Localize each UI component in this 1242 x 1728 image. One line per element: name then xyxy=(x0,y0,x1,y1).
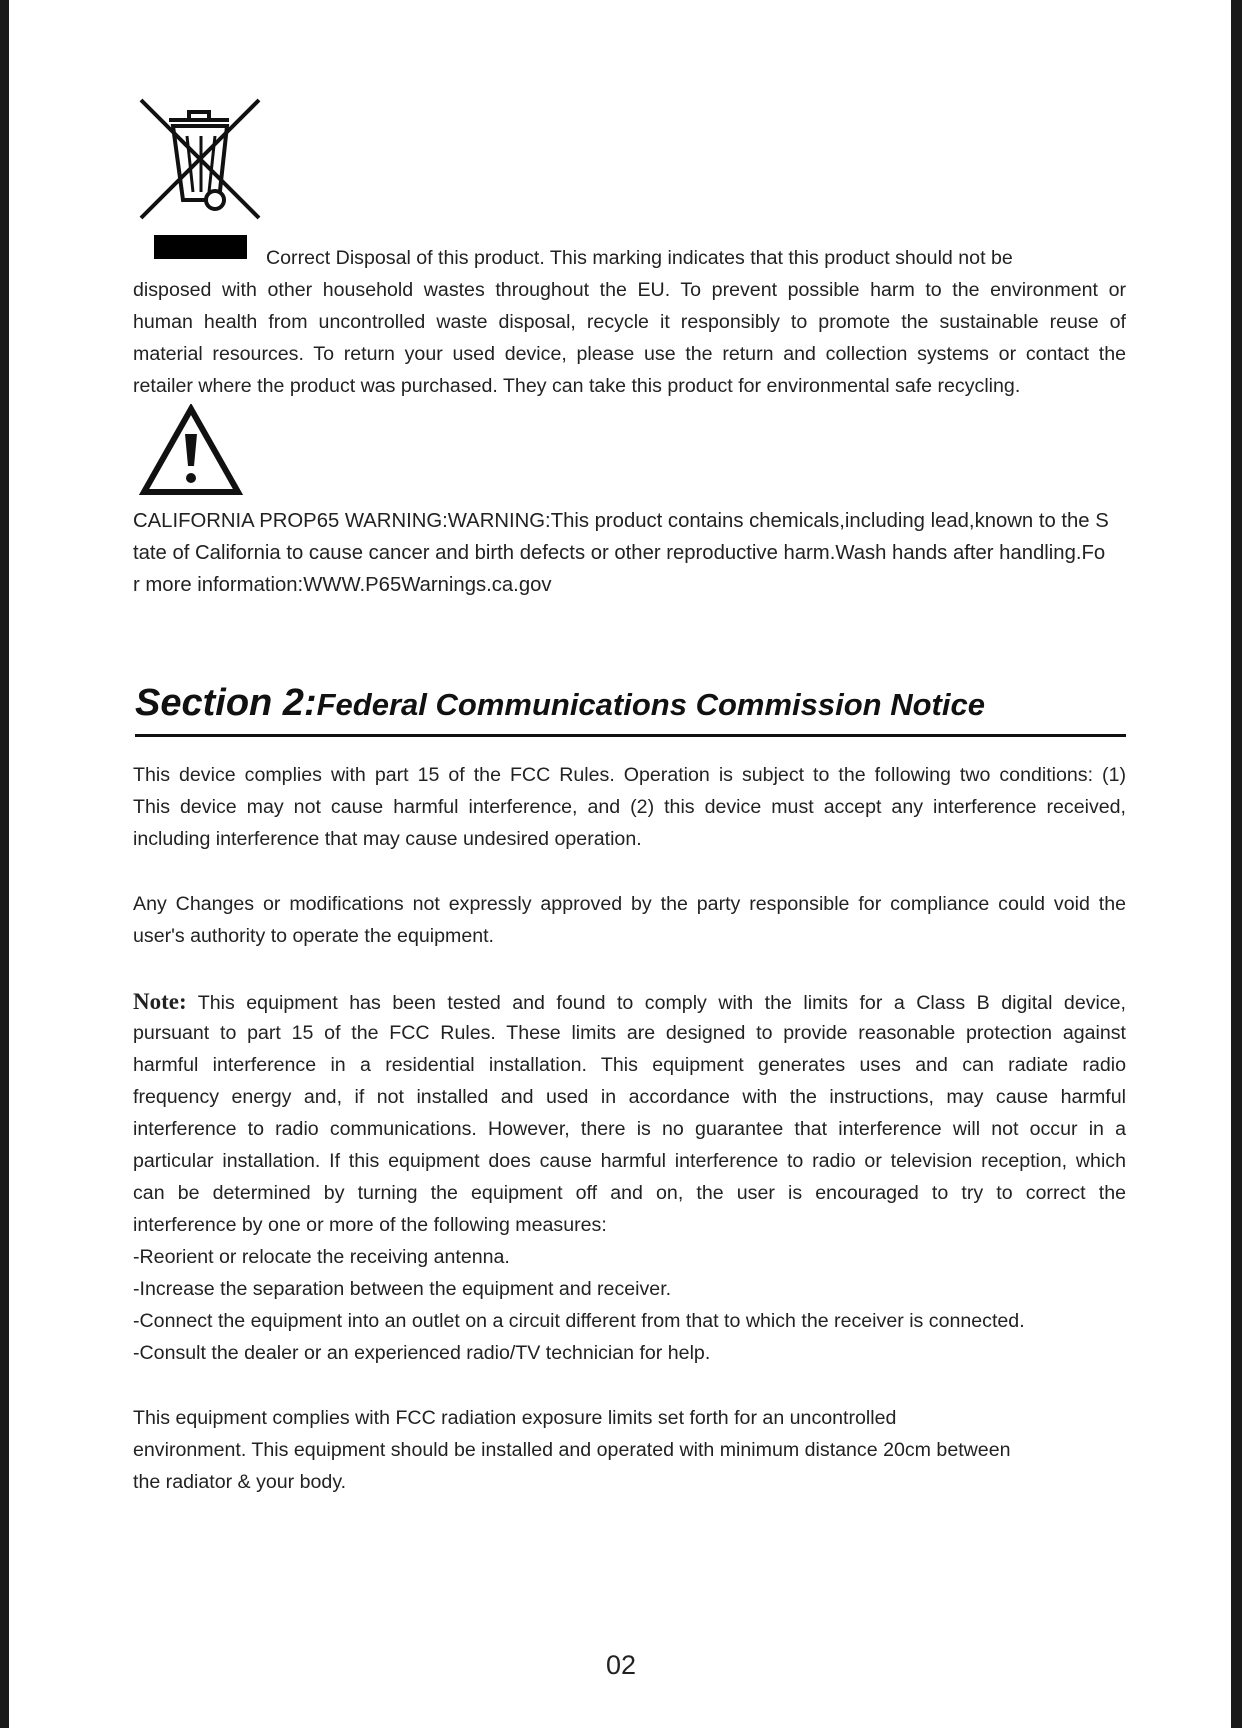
measure-item-4: -Consult the dealer or an experienced radio/TV technician for help. xyxy=(133,1342,711,1364)
note-line-7: can be determined by turning the equipment off and on, the user is encouraged to try to correct the xyxy=(133,1182,1126,1204)
measure-item-3: -Connect the equipment into an outlet on a circuit different from that to which the receiver is connected. xyxy=(133,1310,1025,1332)
section-number: Section 2: xyxy=(135,682,317,724)
note-first-line-text: This equipment has been tested and found to comply with the limits for a Class B digital device, xyxy=(186,992,1126,1014)
measure-item-2: -Increase the separation between the equipment and receiver. xyxy=(133,1278,672,1300)
disposal-line-4: material resources. To return your used device, please use the return and collection systems or contact the xyxy=(133,343,1126,365)
page-number: 02 xyxy=(605,1650,637,1680)
fcc-para4-line-3: the radiator & your body. xyxy=(133,1471,347,1493)
fcc-para2-line-2: user's authority to operate the equipment. xyxy=(133,925,495,947)
note-line-6: particular installation. If this equipment does cause harmful interference to radio or television reception, which xyxy=(133,1150,1126,1172)
disposal-line-2: disposed with other household wastes throughout the EU. To prevent possible harm to the environment or xyxy=(133,279,1126,301)
weee-black-bar xyxy=(154,235,247,259)
note-line-3: harmful interference in a residential installation. This equipment generates uses and can radiate radio xyxy=(133,1054,1126,1076)
section-title: Federal Communications Commission Notice xyxy=(316,687,985,722)
prop65-line-2: tate of California to cause cancer and birth defects or other reproductive harm.Wash hands after handling.Fo xyxy=(133,542,1106,564)
disposal-line-5: retailer where the product was purchased. They can take this product for environmental safe recycling. xyxy=(133,375,1021,397)
fcc-para1-line-2: This device may not cause harmful interference, and (2) this device must accept any interference received, xyxy=(133,796,1126,818)
fcc-para2-line-1: Any Changes or modifications not expressly approved by the party responsible for compliance could void the xyxy=(133,893,1126,915)
fcc-para4-line-1: This equipment complies with FCC radiation exposure limits set forth for an uncontrolled xyxy=(133,1407,897,1429)
fcc-para1-line-1: This device complies with part 15 of the FCC Rules. Operation is subject to the following two conditions: (1) xyxy=(133,764,1126,786)
warning-triangle-icon xyxy=(139,404,243,496)
note-line-1 xyxy=(133,986,1126,1019)
note-line-5: interference to radio communications. However, there is no guarantee that interference will not occur in a xyxy=(133,1118,1126,1140)
weee-crossed-bin-icon xyxy=(137,96,263,222)
note-line-8: interference by one or more of the following measures: xyxy=(133,1214,607,1236)
section-heading xyxy=(135,682,1126,725)
document-page xyxy=(9,0,1231,1728)
note-line-4: frequency energy and, if not installed and used in accordance with the instructions, may cause harmful xyxy=(133,1086,1126,1108)
prop65-line-3: r more information:WWW.P65Warnings.ca.gov xyxy=(133,574,552,596)
fcc-para4-line-2: environment. This equipment should be installed and operated with minimum distance 20cm between xyxy=(133,1439,1011,1461)
prop65-line-1: CALIFORNIA PROP65 WARNING:WARNING:This product contains chemicals,including lead,known to the S xyxy=(133,510,1109,532)
disposal-line-3: human health from uncontrolled waste disposal, recycle it responsibly to promote the sustainable reuse of xyxy=(133,311,1126,333)
disposal-line-1: Correct Disposal of this product. This marking indicates that this product should not be xyxy=(266,247,1013,269)
fcc-para1-line-3: including interference that may cause undesired operation. xyxy=(133,828,642,850)
note-line-2: pursuant to part 15 of the FCC Rules. These limits are designed to provide reasonable protection against xyxy=(133,1022,1126,1044)
measure-item-1: -Reorient or relocate the receiving antenna. xyxy=(133,1246,510,1268)
heading-underline xyxy=(135,734,1126,737)
note-label: Note: xyxy=(133,989,187,1014)
